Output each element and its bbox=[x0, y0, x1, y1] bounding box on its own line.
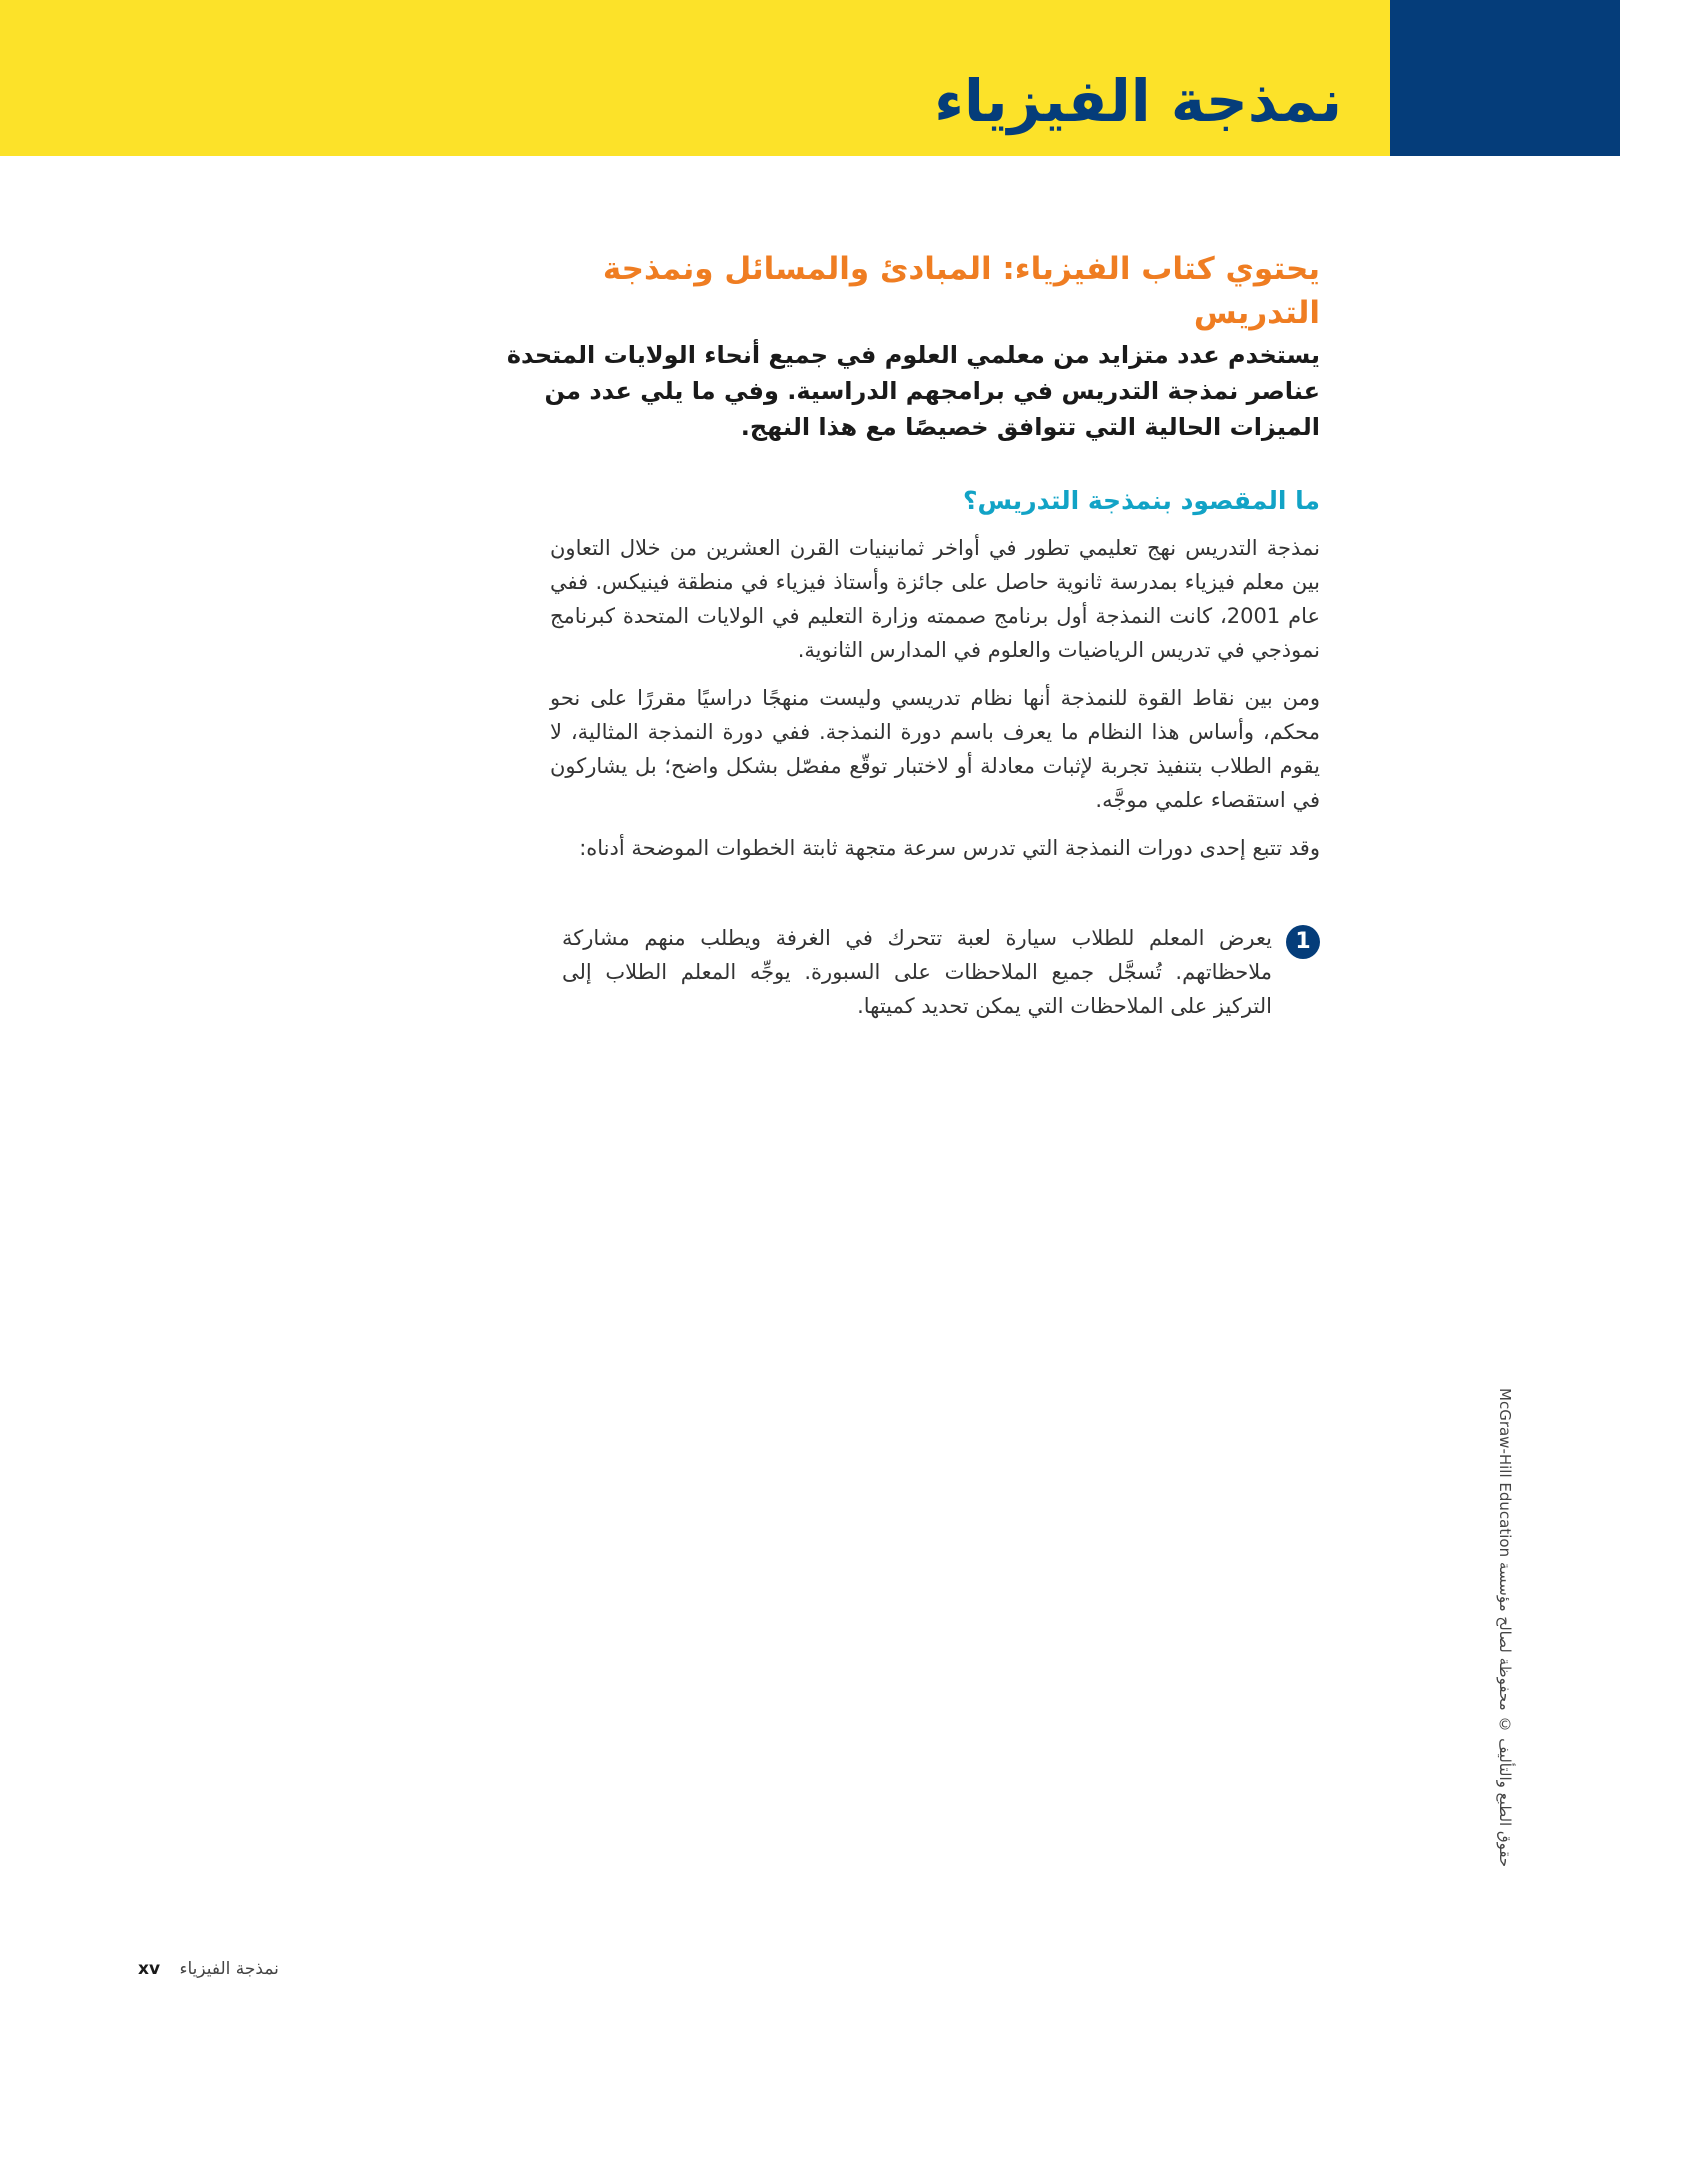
step-text: يعرض المعلم للطلاب سيارة لعبة تتحرك في الغرفة ويطلب منهم مشاركة ملاحظاتهم. تُسجَّل جميع الملاحظات على السبورة. يوجِّه المعلم الطلاب إلى التركيز على الملاحظات التي يمكن تحديد كميتها. bbox=[562, 926, 1272, 1018]
main-content bbox=[500, 247, 1320, 1023]
publisher-name: McGraw-Hill Education bbox=[1496, 1388, 1514, 1558]
footer-book-title: نمذجة الفيزياء bbox=[179, 1959, 279, 1979]
header-corner-block bbox=[1390, 0, 1620, 156]
section-heading: ما المقصود بنمذجة التدريس؟ bbox=[962, 486, 1320, 515]
step-number-badge: 1 bbox=[1286, 925, 1320, 959]
page-title: نمذجة الفيزياء bbox=[934, 67, 1342, 135]
page-number: xv bbox=[138, 1959, 161, 1979]
copyright-notice bbox=[1496, 1388, 1514, 1867]
page-footer bbox=[138, 1958, 279, 1980]
paragraph: ومن بين نقاط القوة للنمذجة أنها نظام تدريسي وليست منهجًا دراسيًا مقررًا على نحو محكم، وأساس هذا النظام ما يعرف باسم دورة النمذجة. ففي دورة النمذجة المثالية، لا يقوم الطلاب بتنفيذ تجربة لإثبات معادلة أو لاختبار توقّع مفصّل بشكل واضح؛ بل يشاركون في استقصاء علمي موجَّه. bbox=[550, 686, 1320, 812]
copyright-text: حقوق الطبع والتأليف © محفوظة لصالح مؤسسة bbox=[1496, 1561, 1514, 1868]
section-body bbox=[550, 531, 1320, 1023]
intro-text: يستخدم عدد متزايد من معلمي العلوم في جميع أنحاء الولايات المتحدة عناصر نمذجة التدريس في برامجهم الدراسية. وفي ما يلي عدد من الميزات الحالية التي تتوافق خصيصًا مع هذا النهج. bbox=[506, 341, 1320, 441]
step-item bbox=[562, 921, 1320, 1023]
intro-heading: يحتوي كتاب الفيزياء: المبادئ والمسائل ونمذجة التدريس bbox=[602, 251, 1320, 331]
paragraph: وقد تتبع إحدى دورات النمذجة التي تدرس سرعة متجهة ثابتة الخطوات الموضحة أدناه: bbox=[579, 836, 1320, 860]
paragraph: نمذجة التدريس نهج تعليمي تطور في أواخر ثمانينيات القرن العشرين من خلال التعاون بين معلم فيزياء بمدرسة ثانوية حاصل على جائزة وأستاذ فيزياء في منطقة فينيكس. ففي عام 2001، كانت النمذجة أول برنامج صممته وزارة التعليم في الولايات المتحدة كبرنامج نموذجي في تدريس الرياضيات والعلوم في المدارس الثانوية. bbox=[550, 536, 1321, 662]
